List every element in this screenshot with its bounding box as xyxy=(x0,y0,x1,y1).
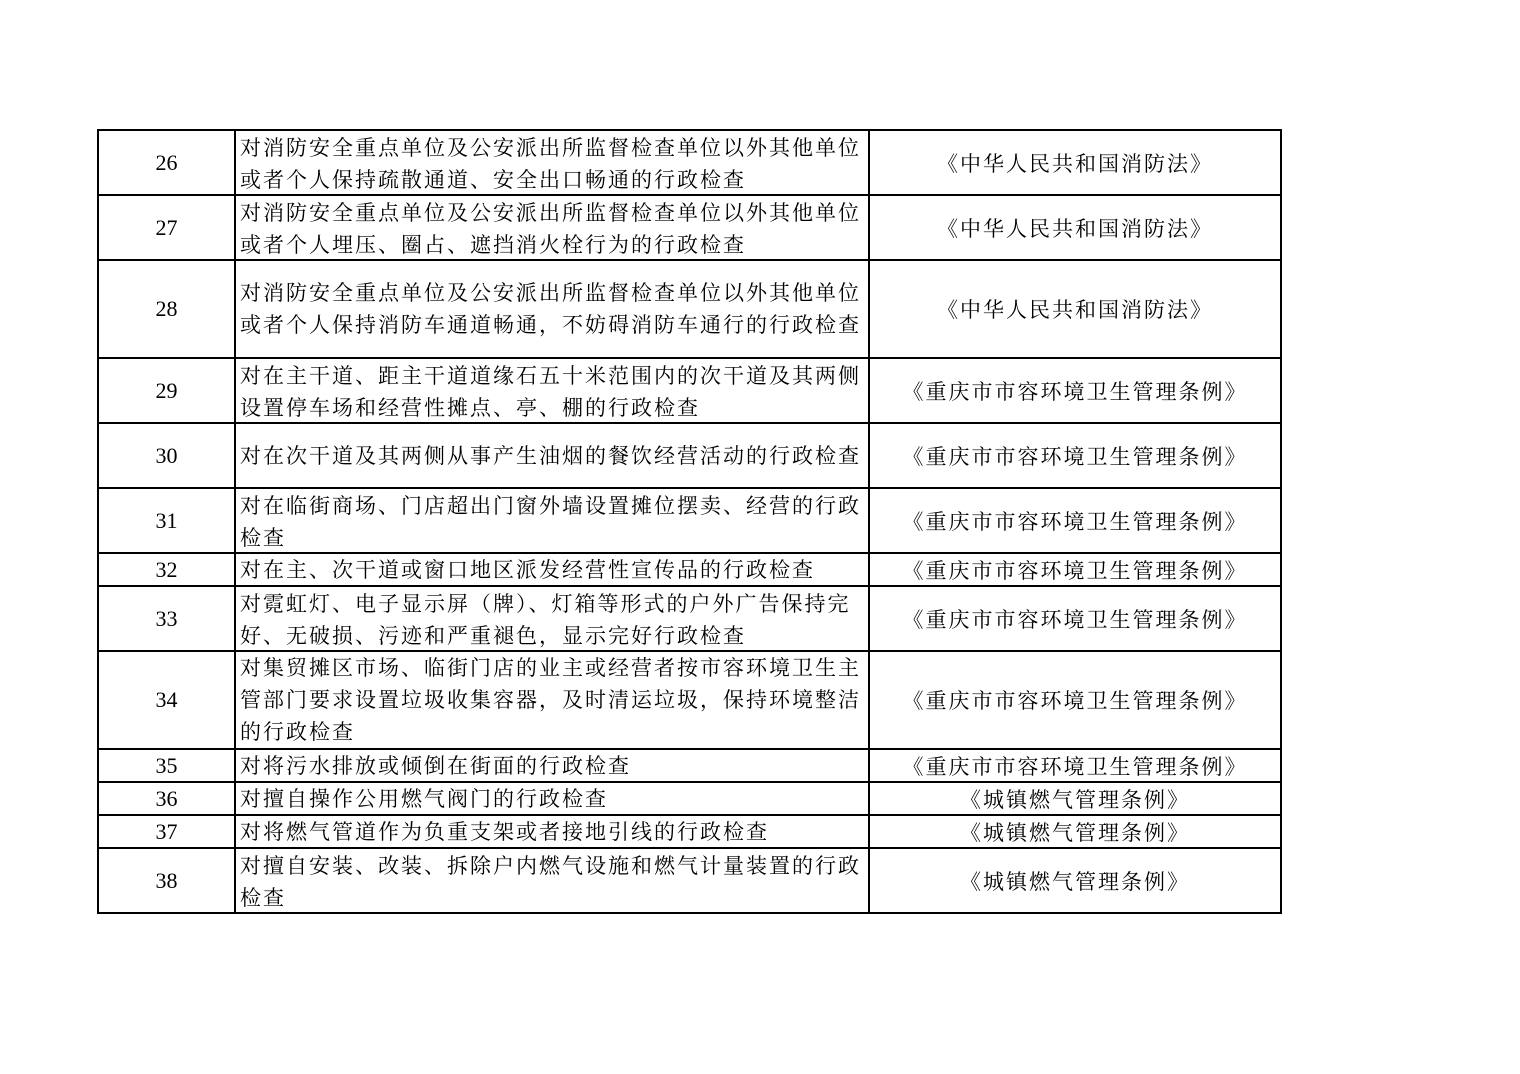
table-row xyxy=(98,130,1281,195)
row-number: 30 xyxy=(98,423,235,488)
row-number: 33 xyxy=(98,586,235,651)
table-row xyxy=(98,553,1281,586)
inspection-item: 对在次干道及其两侧从事产生油烟的餐饮经营活动的行政检查 xyxy=(240,443,861,468)
row-number: 36 xyxy=(98,782,235,815)
row-number: 32 xyxy=(98,553,235,586)
table-row xyxy=(98,358,1281,423)
table-row xyxy=(98,195,1281,260)
row-number: 31 xyxy=(98,488,235,553)
inspection-item: 对擅自操作公用燃气阀门的行政检查 xyxy=(240,787,608,811)
row-number: 26 xyxy=(98,130,235,195)
table-row xyxy=(98,423,1281,488)
inspection-item: 对消防安全重点单位及公安派出所监督检查单位以外其他单位或者个人保持疏散通道、安全出口畅通的行政检查 xyxy=(240,135,861,192)
legal-basis: 《城镇燃气管理条例》 xyxy=(869,848,1281,913)
row-number: 38 xyxy=(98,848,235,913)
inspection-item: 对消防安全重点单位及公安派出所监督检查单位以外其他单位或者个人埋压、圈占、遮挡消火栓行为的行政检查 xyxy=(240,200,861,257)
legal-basis: 《城镇燃气管理条例》 xyxy=(869,782,1281,815)
table-row xyxy=(98,260,1281,358)
row-number: 27 xyxy=(98,195,235,260)
legal-basis: 《重庆市市容环境卫生管理条例》 xyxy=(869,586,1281,651)
table-row xyxy=(98,848,1281,913)
inspection-item: 对在主、次干道或窗口地区派发经营性宣传品的行政检查 xyxy=(240,558,815,582)
table-row xyxy=(98,488,1281,553)
legal-basis: 《中华人民共和国消防法》 xyxy=(869,130,1281,195)
inspection-item: 对消防安全重点单位及公安派出所监督检查单位以外其他单位或者个人保持消防车通道畅通，不妨碍消防车通行的行政检查 xyxy=(240,281,861,337)
row-number: 29 xyxy=(98,358,235,423)
legal-basis: 《重庆市市容环境卫生管理条例》 xyxy=(869,488,1281,553)
row-number: 28 xyxy=(98,260,235,358)
table-row xyxy=(98,782,1281,815)
legal-basis: 《重庆市市容环境卫生管理条例》 xyxy=(869,358,1281,423)
row-number: 37 xyxy=(98,815,235,848)
inspection-item: 对擅自安装、改装、拆除户内燃气设施和燃气计量装置的行政检查 xyxy=(240,853,861,910)
inspection-item: 对集贸摊区市场、临街门店的业主或经营者按市容环境卫生主管部门要求设置垃圾收集容器，及时清运垃圾，保持环境整洁的行政检查 xyxy=(240,656,861,744)
inspection-item: 对在临街商场、门店超出门窗外墙设置摊位摆卖、经营的行政检查 xyxy=(240,493,861,550)
legal-basis: 《重庆市市容环境卫生管理条例》 xyxy=(869,553,1281,586)
legal-basis: 《中华人民共和国消防法》 xyxy=(869,195,1281,260)
row-number: 35 xyxy=(98,749,235,782)
inspection-item: 对霓虹灯、电子显示屏（牌）、灯箱等形式的户外广告保持完好、无破损、污迹和严重褪色，显示完好行政检查 xyxy=(240,591,851,648)
legal-basis: 《城镇燃气管理条例》 xyxy=(869,815,1281,848)
table-row xyxy=(98,749,1281,782)
table-row xyxy=(98,815,1281,848)
inspection-item: 对在主干道、距主干道道缘石五十米范围内的次干道及其两侧设置停车场和经营性摊点、亭、棚的行政检查 xyxy=(240,363,861,420)
legal-basis: 《中华人民共和国消防法》 xyxy=(869,260,1281,358)
legal-basis: 《重庆市市容环境卫生管理条例》 xyxy=(869,749,1281,782)
row-number: 34 xyxy=(98,651,235,749)
table-row xyxy=(98,651,1281,749)
legal-basis: 《重庆市市容环境卫生管理条例》 xyxy=(869,423,1281,488)
inspection-table xyxy=(97,129,1282,914)
inspection-item: 对将污水排放或倾倒在街面的行政检查 xyxy=(240,754,631,778)
legal-basis: 《重庆市市容环境卫生管理条例》 xyxy=(869,651,1281,749)
table-row xyxy=(98,586,1281,651)
inspection-item: 对将燃气管道作为负重支架或者接地引线的行政检查 xyxy=(240,820,769,844)
